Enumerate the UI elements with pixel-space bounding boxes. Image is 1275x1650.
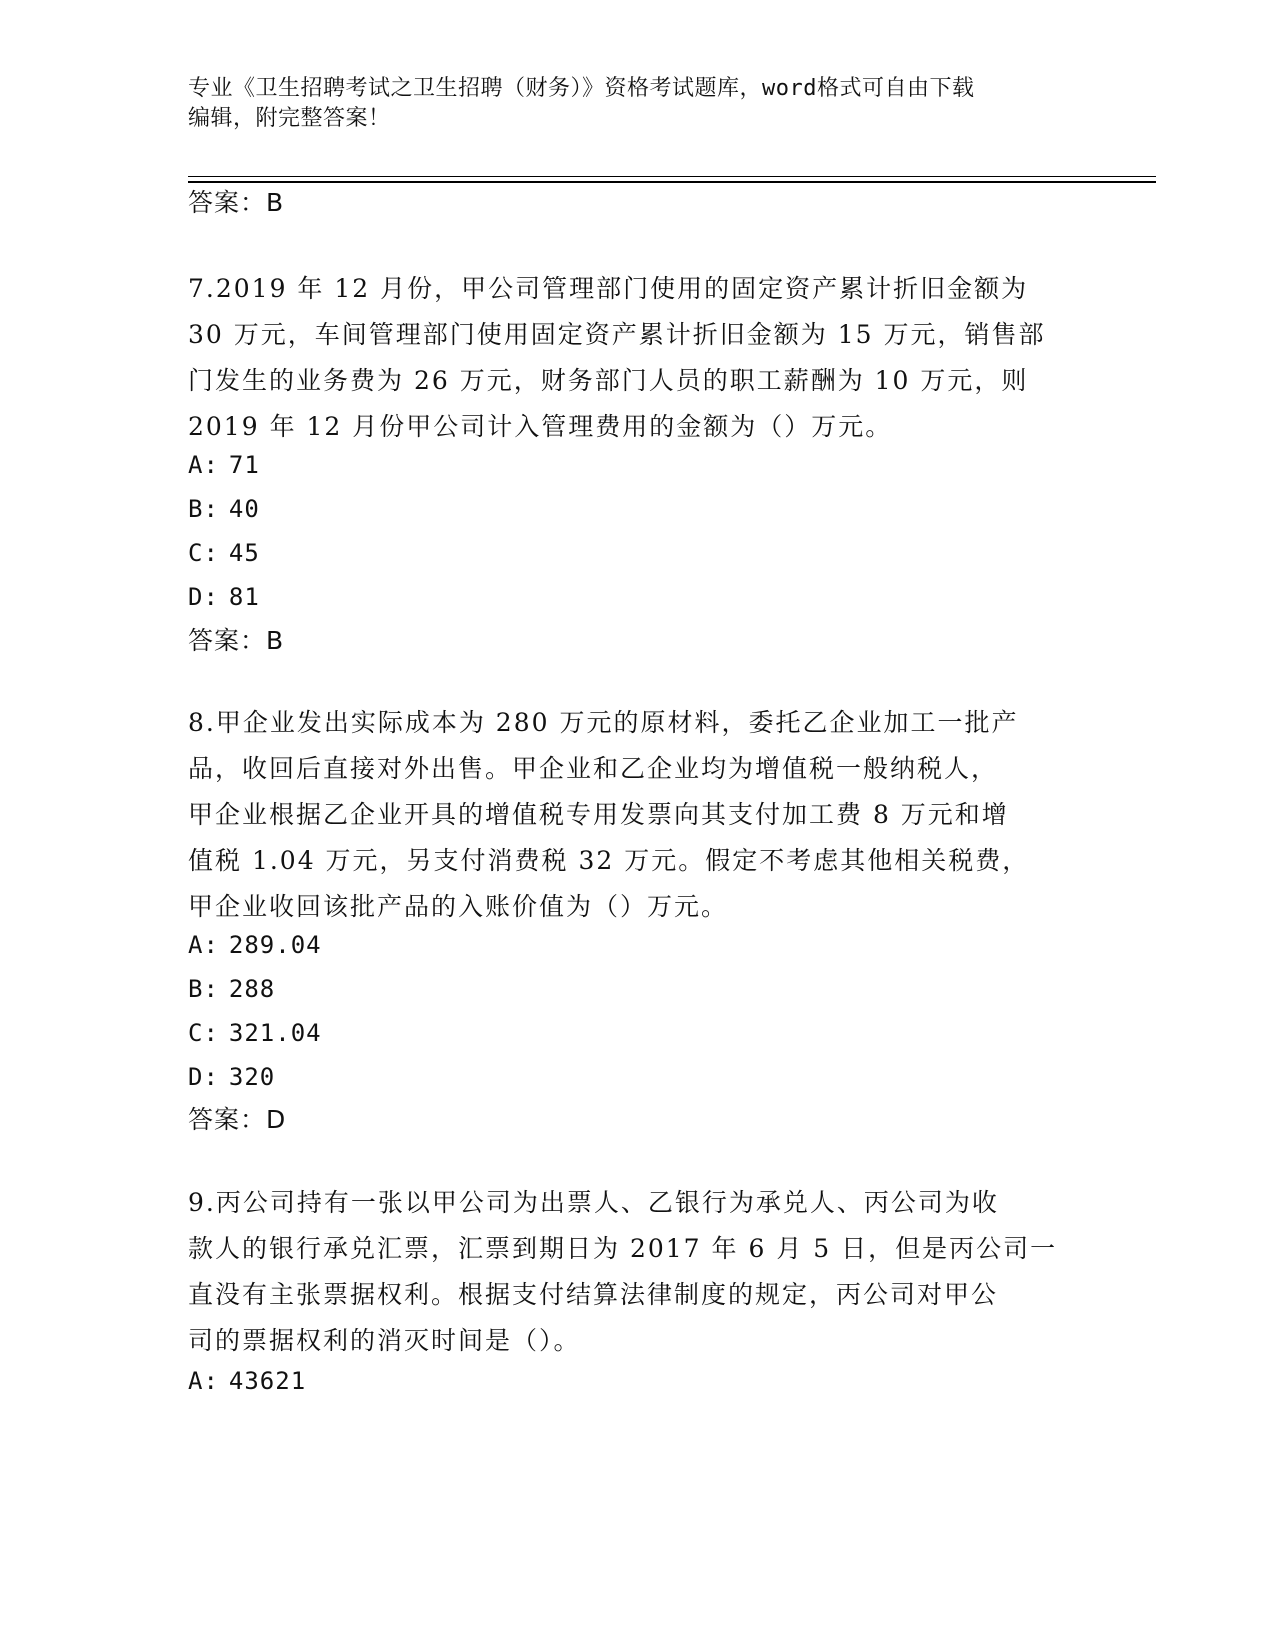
question-8-option-c bbox=[188, 1018, 322, 1048]
question-8-line-1: 8.甲企业发出实际成本为 280 万元的原材料，委托乙企业加工一批产 bbox=[188, 708, 1019, 737]
option-label: A: bbox=[188, 451, 219, 479]
question-7-stem bbox=[188, 266, 1088, 450]
header-line-1: 专业《卫生招聘考试之卫生招聘（财务）》资格考试题库，word格式可自由下载 bbox=[188, 76, 975, 101]
header-divider-thin bbox=[188, 176, 1156, 177]
option-label: D: bbox=[188, 583, 219, 611]
question-9-line-3: 直没有主张票据权利。根据支付结算法律制度的规定，丙公司对甲公 bbox=[188, 1280, 999, 1309]
option-label: D: bbox=[188, 1063, 219, 1091]
question-8-option-a bbox=[188, 930, 322, 960]
option-value: 45 bbox=[228, 539, 260, 567]
option-label: B: bbox=[188, 495, 219, 523]
question-8-option-b bbox=[188, 974, 275, 1004]
question-7-option-a bbox=[188, 450, 260, 480]
header-divider-thick bbox=[188, 181, 1156, 183]
option-value: 81 bbox=[228, 583, 260, 611]
option-value: 289.04 bbox=[228, 931, 322, 959]
option-label: A: bbox=[188, 931, 219, 959]
question-6-answer: 答案：B bbox=[188, 188, 285, 217]
question-7-answer: 答案：B bbox=[188, 626, 285, 655]
question-7-option-d bbox=[188, 582, 260, 612]
option-label: C: bbox=[188, 1019, 219, 1047]
question-7-option-b bbox=[188, 494, 260, 524]
question-7-line-4: 2019 年 12 月份甲公司计入管理费用的金额为（）万元。 bbox=[188, 412, 893, 441]
question-9-line-2: 款人的银行承兑汇票，汇票到期日为 2017 年 6 月 5 日，但是丙公司一 bbox=[188, 1234, 1058, 1263]
question-8-answer: 答案：D bbox=[188, 1105, 287, 1134]
option-label: A: bbox=[188, 1367, 219, 1395]
option-value: 321.04 bbox=[228, 1019, 322, 1047]
question-9-line-4: 司的票据权利的消灭时间是（）。 bbox=[188, 1326, 581, 1355]
question-8-stem bbox=[188, 700, 1088, 930]
question-7-option-c bbox=[188, 538, 260, 568]
question-8-line-5: 甲企业收回该批产品的入账价值为（）万元。 bbox=[188, 892, 729, 921]
question-8-line-3: 甲企业根据乙企业开具的增值税专用发票向其支付加工费 8 万元和增 bbox=[188, 800, 1009, 829]
question-9-option-a bbox=[188, 1366, 306, 1396]
question-7-line-1: 7.2019 年 12 月份，甲公司管理部门使用的固定资产累计折旧金额为 bbox=[188, 274, 1029, 303]
question-8-option-d bbox=[188, 1062, 275, 1092]
question-8-line-2: 品，收回后直接对外出售。甲企业和乙企业均为增值税一般纳税人， bbox=[188, 754, 999, 783]
option-value: 40 bbox=[228, 495, 260, 523]
question-7-line-2: 30 万元，车间管理部门使用固定资产累计折旧金额为 15 万元，销售部 bbox=[188, 320, 1046, 349]
option-value: 43621 bbox=[228, 1367, 307, 1395]
question-8-line-4: 值税 1.04 万元，另支付消费税 32 万元。假定不考虑其他相关税费， bbox=[188, 846, 1030, 875]
question-9-line-1: 9.丙公司持有一张以甲公司为出票人、乙银行为承兑人、丙公司为收 bbox=[188, 1188, 999, 1217]
header-line-2: 编辑，附完整答案！ bbox=[188, 106, 391, 131]
option-value: 71 bbox=[228, 451, 260, 479]
option-label: B: bbox=[188, 975, 219, 1003]
question-7-line-3: 门发生的业务费为 26 万元，财务部门人员的职工薪酬为 10 万元，则 bbox=[188, 366, 1029, 395]
option-value: 320 bbox=[228, 1063, 276, 1091]
option-value: 288 bbox=[228, 975, 276, 1003]
document-header bbox=[188, 74, 1088, 134]
option-label: C: bbox=[188, 539, 219, 567]
question-9-stem bbox=[188, 1180, 1088, 1364]
